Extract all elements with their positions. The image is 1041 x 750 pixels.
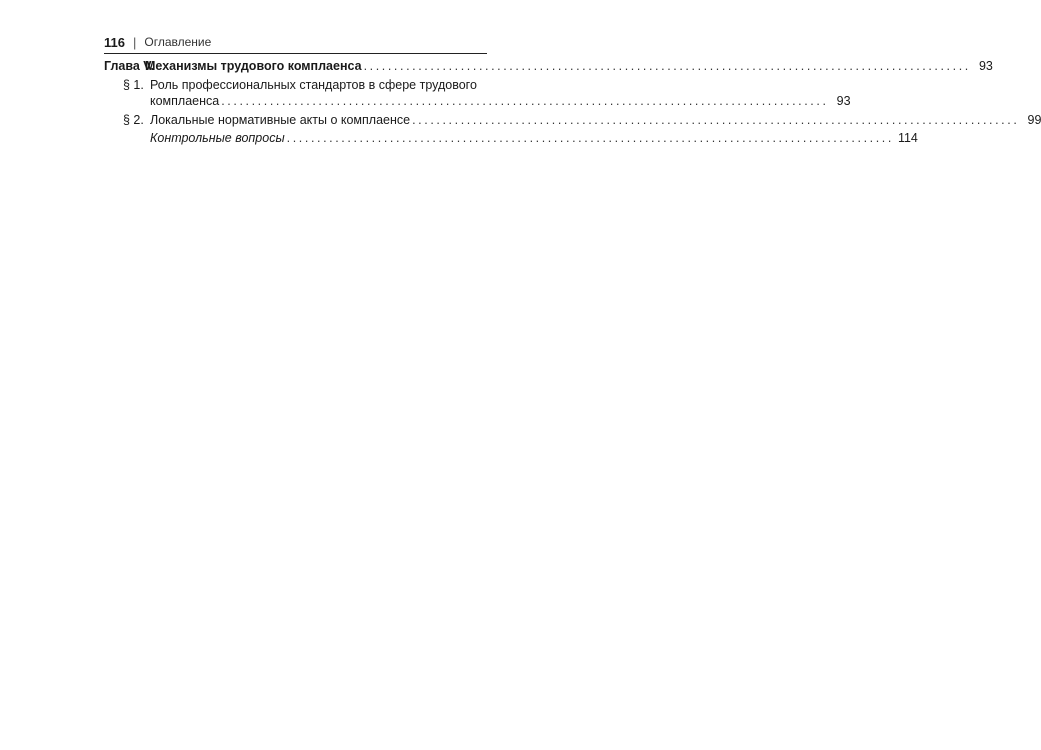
running-section-title: Оглавление: [144, 35, 212, 49]
review-questions-page-number: 114: [897, 131, 918, 145]
page-number: 116: [104, 34, 125, 50]
table-of-contents: [104, 58, 1041, 147]
dot-leader: ....................................................................................................: [221, 94, 829, 108]
toc-section-entry[interactable]: [104, 112, 1041, 129]
running-header: [104, 32, 487, 52]
toc-section-entry[interactable]: [104, 77, 851, 110]
section-title-line2: комплаенса: [150, 94, 220, 108]
section-page-number: 99: [1027, 112, 1041, 127]
section-number: § 2.: [123, 112, 144, 127]
header-separator: |: [132, 34, 137, 50]
toc-review-questions-entry[interactable]: [104, 130, 918, 147]
header-rule: [104, 53, 487, 54]
section-page-number: 93: [836, 94, 851, 108]
dot-leader: ....................................................................................................: [363, 59, 971, 73]
dot-leader: ....................................................................................................: [412, 112, 1020, 127]
section-body: [150, 77, 851, 110]
chapter-page-number: 93: [978, 59, 993, 73]
section-number: § 1.: [123, 77, 144, 92]
section-title-line1: Роль профессиональных стандартов в сфере трудового: [150, 77, 477, 92]
section-title-last-line: [150, 112, 1041, 129]
section-body: [150, 112, 1041, 129]
chapter-title: Механизмы трудового комплаенса: [145, 59, 362, 73]
section-title-last-line: [150, 93, 851, 110]
toc-chapter-entry[interactable]: [104, 58, 993, 75]
section-title: Локальные нормативные акты о комплаенсе: [150, 112, 411, 127]
dot-leader: ....................................................................................................: [286, 131, 894, 145]
chapter-label: Глава V.: [104, 59, 154, 73]
review-questions-title: Контрольные вопросы: [150, 131, 285, 145]
